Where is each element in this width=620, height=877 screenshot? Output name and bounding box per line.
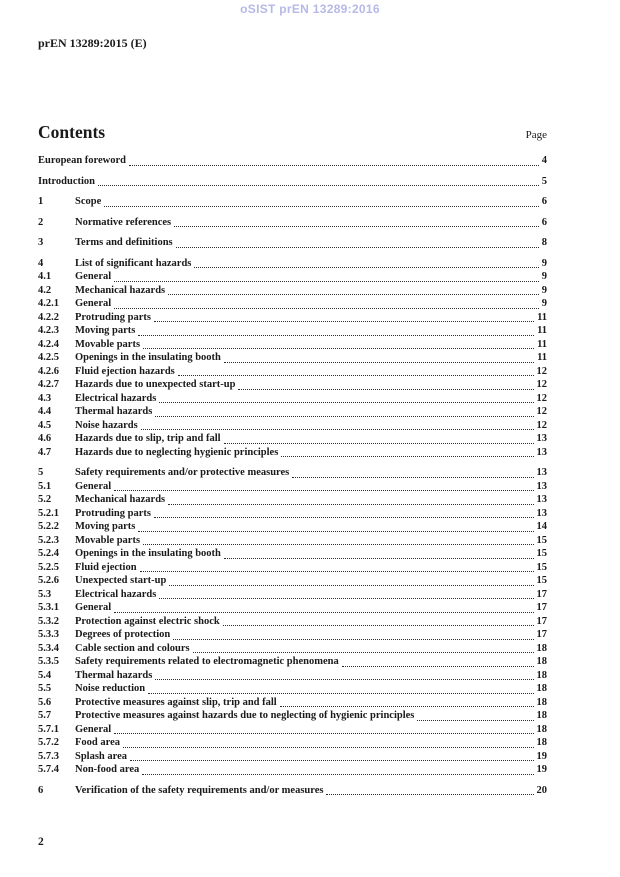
toc-entry-page: 18 [536,642,547,654]
toc-entry-page: 12 [536,419,547,431]
toc-entry-number: 5.2.6 [38,575,59,586]
toc-leader-dots [143,544,533,545]
toc-entry[interactable] [38,561,547,575]
toc-entry-page: 9 [541,257,547,269]
toc-entry-page: 11 [537,338,547,350]
toc-leader-dots [114,308,539,309]
toc-entry[interactable] [38,297,547,311]
toc-entry-number: 5.7.1 [38,723,59,735]
toc-entry-page: 20 [536,784,547,796]
toc-entry-number: 1 [38,196,44,207]
toc-entry-title: Safety requirements and/or protective measures [75,467,290,478]
toc-entry-title: Moving parts [75,521,136,532]
toc-entry-page: 13 [536,507,547,519]
toc-entry-title: Moving parts [75,325,136,336]
toc-entry-title: Degrees of protection [75,629,171,640]
toc-entry-title: Openings in the insulating booth [75,352,221,363]
toc-entry-number: 5.3 [38,588,52,600]
toc-entry-page: 17 [536,602,547,613]
toc-entry-title: Fluid ejection [75,561,137,573]
toc-entry-number: 5.3.1 [38,602,59,613]
toc-entry-number: 4.2.5 [38,352,59,363]
toc-entry[interactable] [38,195,547,209]
toc-leader-dots [114,733,533,734]
toc-entry-title: General [75,723,112,735]
toc-entry-page: 15 [536,575,547,586]
toc-entry-page: 19 [536,750,547,762]
toc-entry[interactable] [38,750,547,764]
toc-entry-page: 6 [541,196,547,207]
toc-entry-page: 11 [537,311,547,323]
toc-leader-dots [140,571,534,572]
toc-entry-title: Splash area [75,750,128,762]
toc-entry-page: 15 [536,561,547,573]
toc-entry[interactable] [38,480,547,494]
toc-leader-dots [178,375,534,376]
toc-entry-number: 4.2.2 [38,311,59,323]
toc-entry[interactable] [38,257,547,271]
toc-entry-title: Noise reduction [75,683,146,694]
toc-leader-dots [114,612,533,613]
toc-section [38,257,547,460]
toc-entry[interactable] [38,655,547,669]
toc-entry-page: 9 [541,284,547,296]
toc-entry-number: 5.2.5 [38,561,59,573]
toc-entry-title: Noise hazards [75,419,138,431]
toc-entry-page: 18 [536,723,547,735]
toc-entry-page: 13 [536,433,547,444]
toc-leader-dots [174,226,539,227]
toc-leader-dots [280,706,534,707]
toc-leader-dots [169,585,533,586]
toc-entry-number: 4 [38,257,44,269]
toc-entry[interactable] [38,284,547,298]
toc-entry[interactable] [38,574,547,588]
toc-entry-number: 5.1 [38,480,52,492]
toc-entry-number: 5.7.4 [38,764,59,775]
toc-entry[interactable] [38,628,547,642]
toc-leader-dots [114,281,539,282]
toc-section [38,466,547,777]
toc-entry-page: 8 [541,237,547,248]
toc-entry-number: 5.2.2 [38,521,59,532]
toc-entry-title: Safety requirements related to electromagnetic phenomena [75,656,339,667]
toc-entry-title: Hazards due to unexpected start-up [75,379,236,390]
toc-entry-number: 5.7 [38,710,52,721]
toc-entry-page: 15 [536,548,547,559]
toc-entry-number: 6 [38,784,44,796]
toc-leader-dots [417,720,533,721]
toc-entry[interactable] [38,175,547,189]
toc-leader-dots [123,747,533,748]
toc-entry-page: 4 [541,155,547,166]
toc-leader-dots [224,443,534,444]
toc-leader-dots [155,416,533,417]
toc-entry-title: Protruding parts [75,507,151,519]
toc-entry[interactable] [38,154,547,168]
toc-leader-dots [154,517,534,518]
toc-leader-dots [224,558,534,559]
toc-leader-dots [114,490,533,491]
toc-entry[interactable] [38,763,547,777]
toc-entry[interactable] [38,520,547,534]
contents-heading: Contents [38,122,106,142]
toc-entry-title: Electrical hazards [75,392,157,404]
toc-entry[interactable] [38,784,547,798]
toc-entry-number: 4.2.6 [38,365,59,377]
toc-entry-number: 5 [38,467,44,478]
toc-leader-dots [281,456,533,457]
toc-entry-title: Thermal hazards [75,669,153,681]
toc-entry-page: 11 [537,352,547,363]
toc-entry[interactable] [38,615,547,629]
toc-leader-dots [342,666,534,667]
toc-entry-page: 17 [536,615,547,627]
toc-leader-dots [155,679,533,680]
footer-page-number: 2 [38,836,44,848]
toc-entry-number: 4.1 [38,271,52,282]
toc-section [38,784,547,798]
toc-entry-page: 6 [541,216,547,228]
toc-entry-page: 18 [536,669,547,681]
toc-entry-title: General [75,480,112,492]
toc-entry-page: 18 [536,683,547,694]
toc-entry-title: Non-food area [75,764,140,775]
toc-entry-number: 4.2.4 [38,338,59,350]
toc-entry-title: Verification of the safety requirements and/or measures [75,784,324,796]
toc-entry-page: 17 [536,588,547,600]
toc-entry-number: 4.4 [38,406,52,417]
toc-entry[interactable] [38,736,547,750]
toc-entry[interactable] [38,669,547,683]
toc-entry-title: General [75,271,112,282]
toc-entry-title: Hazards due to neglecting hygienic principles [75,446,279,458]
toc-entry-title: Cable section and colours [75,642,190,654]
toc-entry-number: 5.3.4 [38,642,59,654]
toc-entry-page: 14 [536,521,547,532]
toc-entry-number: 4.7 [38,446,52,458]
toc-entry[interactable] [38,338,547,352]
toc-entry[interactable] [38,466,547,480]
toc-entry-page: 18 [536,656,547,667]
toc-entry[interactable] [38,378,547,392]
toc-entry[interactable] [38,493,547,507]
toc-leader-dots [168,504,533,505]
toc-entry[interactable] [38,432,547,446]
toc-entry-page: 18 [536,737,547,748]
toc-entry-title: Protruding parts [75,311,151,323]
toc-entry-number: 5.6 [38,696,52,708]
toc-leader-dots [159,402,533,403]
toc-entry-title: Protective measures against hazards due to neglecting of hygienic principles [75,710,415,721]
toc-entry-title: List of significant hazards [75,257,192,269]
toc-section [38,175,547,189]
watermark-osist: oSIST prEN 13289:2016 [240,2,380,16]
toc-entry[interactable] [38,601,547,615]
toc-entry-number: 4.6 [38,433,52,444]
toc-entry-title: Protective measures against slip, trip and fall [75,696,277,708]
toc-entry-title: Mechanical hazards [75,284,166,296]
document-reference: prEN 13289:2015 (E) [38,36,147,50]
toc-entry[interactable] [38,547,547,561]
toc-section [38,154,547,168]
toc-entry-title: Movable parts [75,338,141,350]
toc-entry-title: Movable parts [75,534,141,546]
toc-leader-dots [138,531,533,532]
toc-section [38,195,547,209]
toc-entry[interactable] [38,236,547,250]
toc-entry-page: 13 [536,494,547,505]
toc-entry-number: 5.4 [38,669,52,681]
toc-entry-number: 4.2.7 [38,379,59,390]
toc-entry-title: Thermal hazards [75,406,153,417]
toc-leader-dots [148,693,533,694]
toc-leader-dots [154,321,534,322]
toc-entry-title: Scope [75,196,102,207]
toc-entry-number: 3 [38,237,44,248]
toc-entry-title: General [75,298,112,309]
toc-entry-page: 9 [541,298,547,309]
toc-entry[interactable] [38,682,547,696]
toc-entry-title: Mechanical hazards [75,494,166,505]
toc-leader-dots [223,625,534,626]
toc-entry-page: 12 [536,379,547,390]
toc-entry-title: Unexpected start-up [75,575,167,586]
toc-entry-page: 5 [541,175,547,187]
toc-entry-title: Protection against electric shock [75,615,220,627]
toc-entry-page: 12 [536,365,547,377]
toc-entry[interactable] [38,270,547,284]
toc-leader-dots [130,760,533,761]
toc-entry[interactable] [38,446,547,460]
toc-entry-number: 4.3 [38,392,52,404]
toc-entry-number: 4.5 [38,419,52,431]
toc-entry[interactable] [38,642,547,656]
toc-entry-number: 5.2.3 [38,534,59,546]
toc-list [38,154,547,797]
toc-entry-title: Hazards due to slip, trip and fall [75,433,221,444]
toc-entry-page: 13 [536,446,547,458]
toc-leader-dots [142,774,533,775]
toc-entry-page: 18 [536,696,547,708]
toc-entry-page: 17 [536,629,547,640]
toc-entry-number: 4.2.3 [38,325,59,336]
toc-entry-number: 5.5 [38,683,52,694]
toc-entry[interactable] [38,405,547,419]
toc-entry-page: 11 [537,325,547,336]
toc-leader-dots [138,335,534,336]
toc-entry-number: 5.3.3 [38,629,59,640]
toc-entry-page: 13 [536,467,547,478]
toc-entry-number: 5.7.3 [38,750,59,762]
toc-leader-dots [98,185,539,186]
toc-leader-dots [224,362,534,363]
toc-entry-number: 5.2 [38,494,52,505]
toc-leader-dots [129,165,539,166]
toc-entry-page: 12 [536,406,547,417]
toc-leader-dots [141,429,534,430]
toc-entry-title: Openings in the insulating booth [75,548,221,559]
toc-entry[interactable] [38,709,547,723]
toc-entry-title: Normative references [75,216,172,228]
toc-section [38,216,547,230]
toc-leader-dots [168,294,539,295]
toc-entry-title: Terms and definitions [75,237,173,248]
toc-entry[interactable] [38,311,547,325]
toc-leader-dots [238,389,533,390]
toc-entry[interactable] [38,419,547,433]
toc-entry-number: 2 [38,216,44,228]
toc-entry-number: 5.2.4 [38,548,59,559]
toc-entry[interactable] [38,392,547,406]
toc-entry-title: Fluid ejection hazards [75,365,175,377]
toc-leader-dots [104,206,539,207]
toc-entry[interactable] [38,723,547,737]
toc-entry-number: 5.2.1 [38,507,59,519]
toc-entry[interactable] [38,365,547,379]
toc-entry[interactable] [38,534,547,548]
toc-leader-dots [292,477,533,478]
toc-entry-number: 5.3.5 [38,656,59,667]
toc-leader-dots [194,267,538,268]
toc-entry-number: 4.2.1 [38,298,59,309]
toc-entry[interactable] [38,351,547,365]
toc-section [38,236,547,250]
toc-entry-title: Electrical hazards [75,588,157,600]
toc-entry-page: 15 [536,534,547,546]
toc-entry[interactable] [38,324,547,338]
toc-leader-dots [176,247,539,248]
toc-entry-page: 18 [536,710,547,721]
toc-leader-dots [173,639,533,640]
toc-entry-number: 5.3.2 [38,615,59,627]
toc-entry-number: 4.2 [38,284,52,296]
toc-entry[interactable] [38,216,547,230]
toc-entry-number: 5.7.2 [38,737,59,748]
contents-header-row [38,122,547,143]
toc-leader-dots [143,348,534,349]
toc-entry-title: European foreword [38,155,126,166]
toc-leader-dots [326,794,533,795]
page-column-label: Page [525,129,547,141]
toc-entry-title: Introduction [38,175,95,187]
toc-entry-page: 19 [536,764,547,775]
toc-entry-page: 12 [536,392,547,404]
toc-entry[interactable] [38,696,547,710]
toc-leader-dots [159,598,533,599]
toc-leader-dots [193,652,534,653]
toc-entry-page: 9 [541,271,547,282]
toc-entry-title: Food area [75,737,121,748]
toc-entry[interactable] [38,507,547,521]
toc-entry[interactable] [38,588,547,602]
toc-entry-page: 13 [536,480,547,492]
toc-entry-title: General [75,602,112,613]
